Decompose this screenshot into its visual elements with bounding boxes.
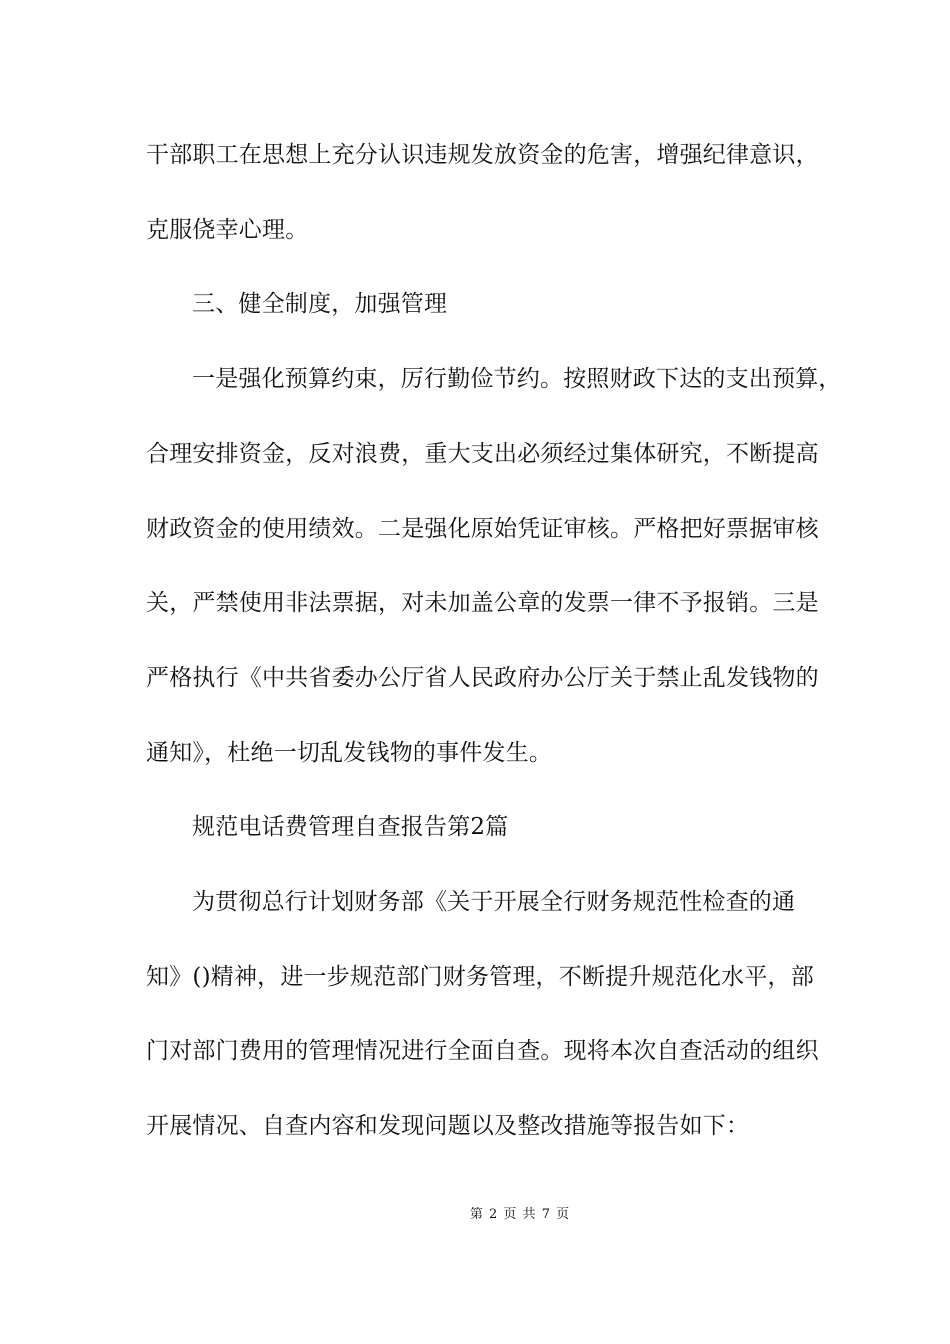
- paragraph-line-2: 克服侥幸心理。: [146, 217, 309, 243]
- paragraph-line-3: 一是强化预算约束，厉行勤俭节约。按照财政下达的支出预算，: [192, 366, 842, 392]
- page-footer: [0, 1206, 950, 1224]
- paragraph-line-7: 严格执行《中共省委办公厅省人民政府办公厅关于禁止乱发钱物的: [146, 665, 819, 691]
- paragraph-line-10: 知》()精神，进一步规范部门财务管理，不断提升规范化水平，部: [146, 964, 814, 990]
- page-number: 第 2 页 共 7 页: [469, 1207, 571, 1222]
- paragraph-line-12: 开展情况、自查内容和发现问题以及整改措施等报告如下：: [146, 1113, 750, 1139]
- paragraph-line-9: 为贯彻总行计划财务部《关于开展全行财务规范性检查的通: [192, 889, 796, 915]
- paragraph-line-11: 门对部门费用的管理情况进行全面自查。现将本次自查活动的组织: [146, 1038, 819, 1064]
- paragraph-line-5: 财政资金的使用绩效。二是强化原始凭证审核。严格把好票据审核: [146, 516, 819, 542]
- paragraph-line-1: 干部职工在思想上充分认识违规发放资金的危害，增强纪律意识，: [146, 142, 819, 168]
- paragraph-line-6: 关，严禁使用非法票据，对未加盖公章的发票一律不予报销。三是: [146, 590, 819, 616]
- section-heading: 三、健全制度，加强管理: [192, 291, 448, 317]
- article-title: 规范电话费管理自查报告第2篇: [192, 814, 509, 840]
- paragraph-line-4: 合理安排资金，反对浪费，重大支出必须经过集体研究，不断提高: [146, 441, 819, 467]
- paragraph-line-8: 通知》，杜绝一切乱发钱物的事件发生。: [146, 740, 553, 766]
